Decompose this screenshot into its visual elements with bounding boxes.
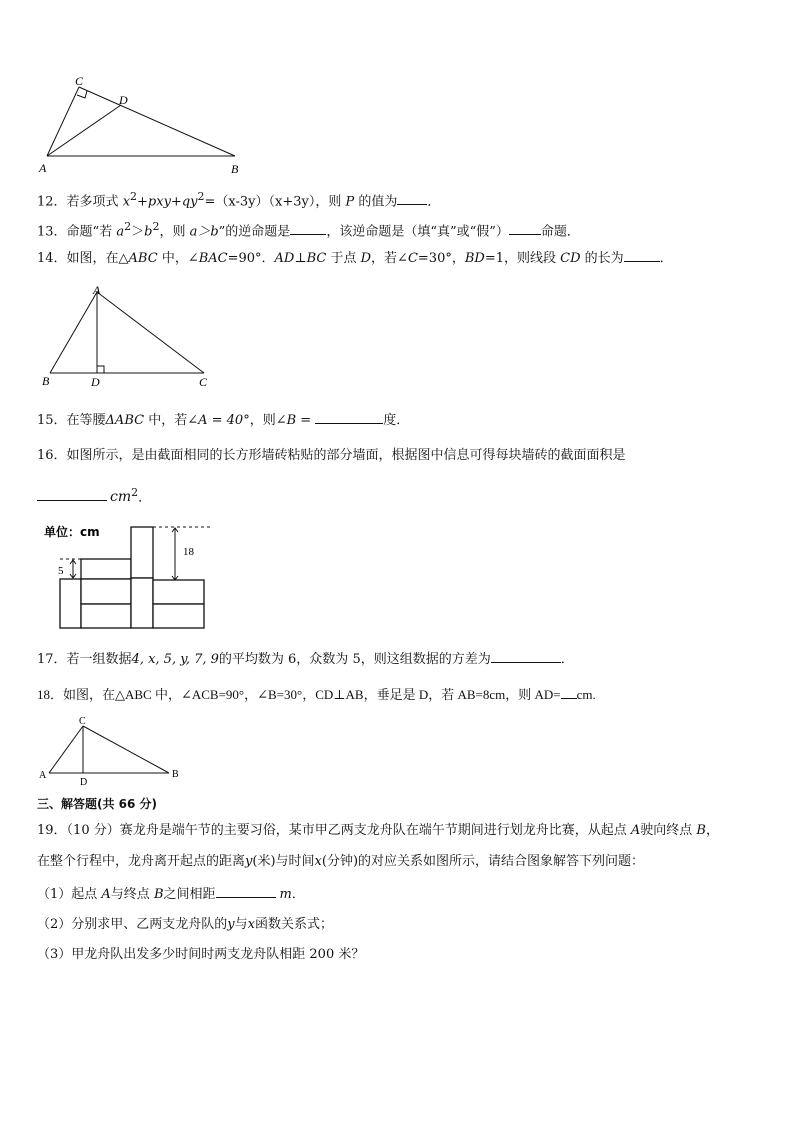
- segment-ad: [47, 105, 121, 156]
- segment-ba: [50, 292, 97, 373]
- segment-ac: [47, 87, 79, 156]
- question-13: 13．命题“若 $a^2>b^2$，则 a＞b”的逆命题是 ，该逆命题是（填“真”或“假”） 命题．: [37, 220, 580, 240]
- answer-blank[interactable]: [624, 249, 660, 262]
- section-heading: 三、解答题(共 66 分): [37, 797, 158, 811]
- question-12: 12．若多项式 $x^2+pxy+qy^2=(x-3y)(x+3y)$，则 P 的值为 ．: [37, 190, 441, 210]
- label-d: D: [91, 375, 100, 388]
- label-c: C: [199, 375, 208, 388]
- question-16: 16．如图所示，是由截面相同的长方形墙砖粘贴的部分墙面，根据图中信息可得每块墙砖的截面面积是: [37, 448, 626, 463]
- tile-vertical-bottom: [131, 578, 153, 628]
- question-19-line-2: 在整个行程中，龙舟离开起点的距离y(米)与时间x(分钟)的对应关系如图所示，请结合图象解答下列问题：: [37, 854, 645, 869]
- label-d: D: [119, 93, 128, 107]
- answer-blank[interactable]: [509, 222, 541, 235]
- tile-horizontal-right-bottom: [153, 604, 204, 628]
- tile-vertical-top: [131, 527, 153, 578]
- right-angle-mark: [97, 366, 104, 373]
- answer-blank[interactable]: [397, 192, 427, 205]
- figure-triangle-abcd-top: [35, 74, 245, 178]
- answer-blank[interactable]: [216, 885, 276, 898]
- label-b: B: [172, 769, 179, 780]
- question-17: 17．若一组数据4, x, 5, y, 7, 9的平均数为 6，众数为 5，则这组数据的方差为 ．: [37, 652, 574, 667]
- segment-cb: [79, 87, 235, 156]
- right-angle-mark: [77, 91, 87, 98]
- label-d: D: [80, 777, 88, 788]
- label-b: B: [42, 374, 50, 388]
- question-18: 18．如图，在△ABC 中，∠ACB=90°，∠B=30°，CD⊥AB，垂足是 D，若 AB=8cm，则 AD= cm.: [37, 687, 596, 702]
- label-c: C: [79, 716, 86, 727]
- segment-ac: [49, 726, 83, 773]
- label-c: C: [75, 74, 84, 88]
- label-b: B: [231, 162, 239, 176]
- segment-cb: [83, 726, 169, 773]
- label-a: A: [39, 161, 47, 175]
- segment-ac: [97, 292, 204, 373]
- question-19-part-2: （2）分别求甲、乙两支龙舟队的y与x函数关系式；: [37, 917, 334, 932]
- answer-blank[interactable]: [561, 686, 577, 699]
- tile-horizontal-right-top: [153, 580, 204, 604]
- question-19-line-1: 19．（10 分）赛龙舟是端午节的主要习俗，某市甲乙两支龙舟队在端午节期间进行划龙舟比赛，从起点 A驶向终点 B，: [37, 823, 719, 838]
- answer-blank[interactable]: [315, 411, 383, 424]
- q12-number: 12．若多项式: [37, 194, 123, 210]
- tile-horizontal-top: [81, 559, 131, 579]
- tile-horizontal-bottom: [81, 604, 131, 628]
- figure-triangle-q18: [35, 714, 185, 788]
- answer-blank[interactable]: [290, 222, 326, 235]
- question-19-part-3: （3）甲龙舟队出发多少时间时两支龙舟队相距 200 米？: [37, 947, 365, 962]
- label-a: A: [39, 770, 47, 781]
- dimension-5: 5: [58, 565, 64, 577]
- figure-triangle-q14: [38, 282, 218, 388]
- figure-tile-wall: [38, 520, 218, 632]
- tile-horizontal-mid: [81, 579, 131, 604]
- answer-blank[interactable]: [491, 650, 561, 663]
- question-16-answer-line: $cm^2$．: [37, 484, 151, 507]
- question-19-part-1: （1）起点 A与终点 B之间相距 m．: [37, 887, 305, 902]
- question-15: 15．在等腰ΔABC 中，若∠A = 40°，则∠B = 度．: [37, 413, 410, 428]
- unit-label: 单位：cm: [44, 525, 100, 539]
- question-14: 14．如图，在△ABC 中，∠BAC=90°．AD⊥BC 于点 D，若∠C=30°，BD=1，则线段 CD 的长为 ．: [37, 251, 673, 266]
- dimension-18: 18: [183, 546, 194, 558]
- answer-blank[interactable]: [37, 488, 107, 501]
- tile-vertical-left: [60, 579, 81, 628]
- label-a: A: [93, 283, 101, 297]
